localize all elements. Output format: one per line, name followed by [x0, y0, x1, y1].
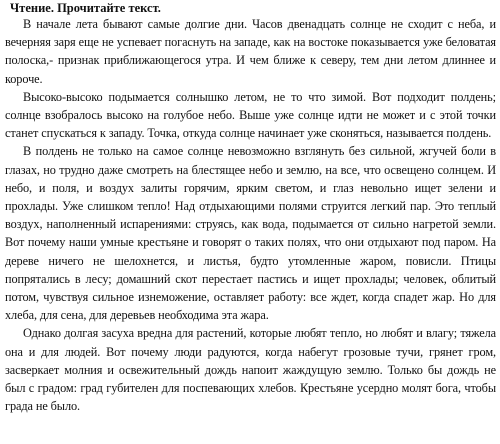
paragraph-1: В начале лета бывают самые долгие дни. Часов двенадцать солнце не сходит с неба, и вечерняя заря еще не успевает погаснуть на западе, как на востоке показывается уже беловатая полоска,- признак приближающегося утра. И чем ближе к северу, тем дни летом длиннее и короче. [5, 17, 496, 86]
document-title: Чтение. Прочитайте текст. [10, 1, 161, 15]
paragraph-2: Высоко-высоко подымается солнышко летом, не то что зимой. Вот подходит полдень; солнце взобралось высоко на голубое небо. Выше уже солнце идти не может и с этой точки станет спускаться к западу. Точка, откуда солнце начинает уже сконяться, называется полдень. [5, 89, 496, 141]
paragraph-3: В полдень не только на самое солнце невозможно взглянуть без сильной, жгучей боли в глазах, но трудно даже смотреть на блестящее небо и землю, на все, что освещено солнцем. И небо, и поля, и воздух залиты горячим, ярким светом, и глаз невольно ищет зелени и прохлады. Уже слишком тепло! Над отдыхающими полями струится легкий пар. Это теплый воздух, наполненный испарениями: струясь, как вода, подымается от сильно нагретой земли. Вот почему наши умные крестьяне и говорят о таких полях, что они отдыхают под паром. На дереве ничего не шелохнется, и листья, будто утомленные жаром, повисли. Птицы попрятались в лесу; домашний скот перестает пастись и ищет прохлады; человек, облитый потом, чувствуя сильное изнеможение, оставляет работу: все ждет, когда спадет жар. Но для хлеба, для сена, для деревьев необходима эта жара. [5, 144, 496, 323]
paragraph-4: Однако долгая засуха вредна для растений, которые любят тепло, но любят и влагу; тяжела она и для людей. Вот почему люди радуются, когда набегут грозовые тучи, грянет гром, засверкает молния и освежительный дождь напоит жаждущую землю. Только бы дождь не был с градом: град губителен для поспевающих хлебов. Крестьяне усердно молят бога, чтобы града не было. [5, 326, 496, 414]
